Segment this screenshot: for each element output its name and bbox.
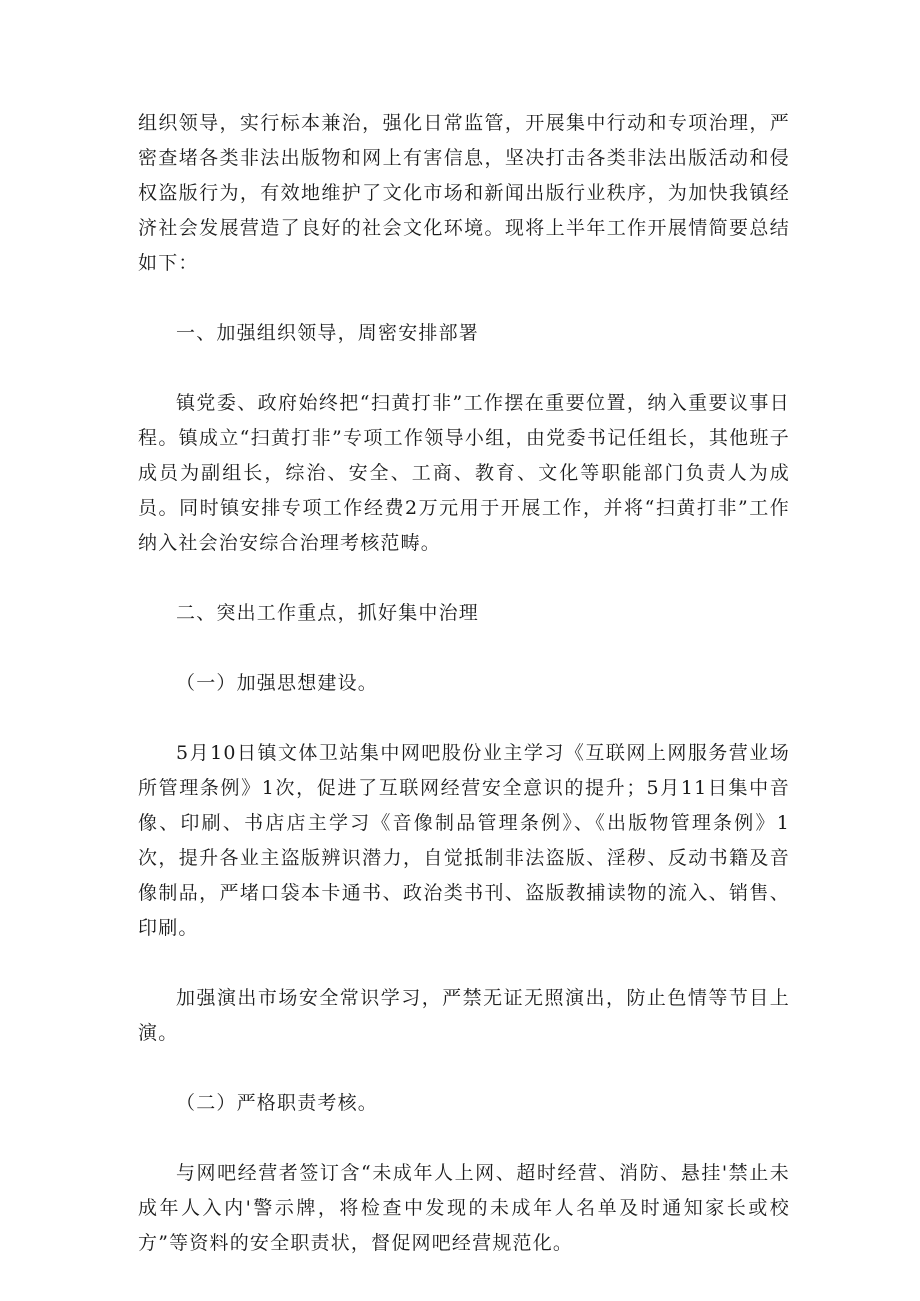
section-heading-1: 一、加强组织领导，周密安排部署 bbox=[176, 322, 480, 344]
subsection-heading-1: （一）加强思想建设。 bbox=[176, 672, 379, 694]
section-heading-2: 二、突出工作重点，抓好集中治理 bbox=[176, 602, 480, 624]
subsection-heading-2: （二）严格职责考核。 bbox=[176, 1092, 379, 1114]
paragraph-performance-market: 加强演出市场安全常识学习，严禁无证无照演出，防止色情等节目上演。 bbox=[138, 987, 790, 1044]
document-body bbox=[138, 106, 790, 1261]
paragraph-responsibility-check: 与网吧经营者签订含“未成年人上网、超时经营、消防、悬挂'禁止未成年人入内'警示牌，将检查中发现的未成年人名单及时通知家长或校方”等资料的安全职责状，督促网吧经营规范化。 bbox=[138, 1162, 790, 1254]
paragraph-organization: 镇党委、政府始终把“扫黄打非”工作摆在重要位置，纳入重要议事日程。镇成立“扫黄打非”专项工作领导小组，由党委书记任组长，其他班子成员为副组长，综治、安全、工商、教育、文化等职能部门负责人为成员。同时镇安排专项工作经费2万元用于开展工作，并将“扫黄打非”工作纳入社会治安综合治理考核范畴。 bbox=[138, 392, 790, 554]
paragraph-intro-continued: 组织领导，实行标本兼治，强化日常监管，开展集中行动和专项治理，严密查堵各类非法出版物和网上有害信息，坚决打击各类非法出版活动和侵权盗版行为，有效地维护了文化市场和新闻出版行业秩序，为加快我镇经济社会发展营造了良好的社会文化环境。现将上半年工作开展情简要总结如下： bbox=[138, 112, 790, 274]
paragraph-ideology-building: 5月10日镇文体卫站集中网吧股份业主学习《互联网上网服务营业场所管理条例》1次，促进了互联网经营安全意识的提升；5月11日集中音像、印刷、书店店主学习《音像制品管理条例》、《出版物管理条例》1次，提升各业主盗版辨识潜力，自觉抵制非法盗版、淫秽、反动书籍及音像制品，严堵口袋本卡通书、政治类书刊、盗版教捕读物的流入、销售、印刷。 bbox=[138, 742, 790, 939]
